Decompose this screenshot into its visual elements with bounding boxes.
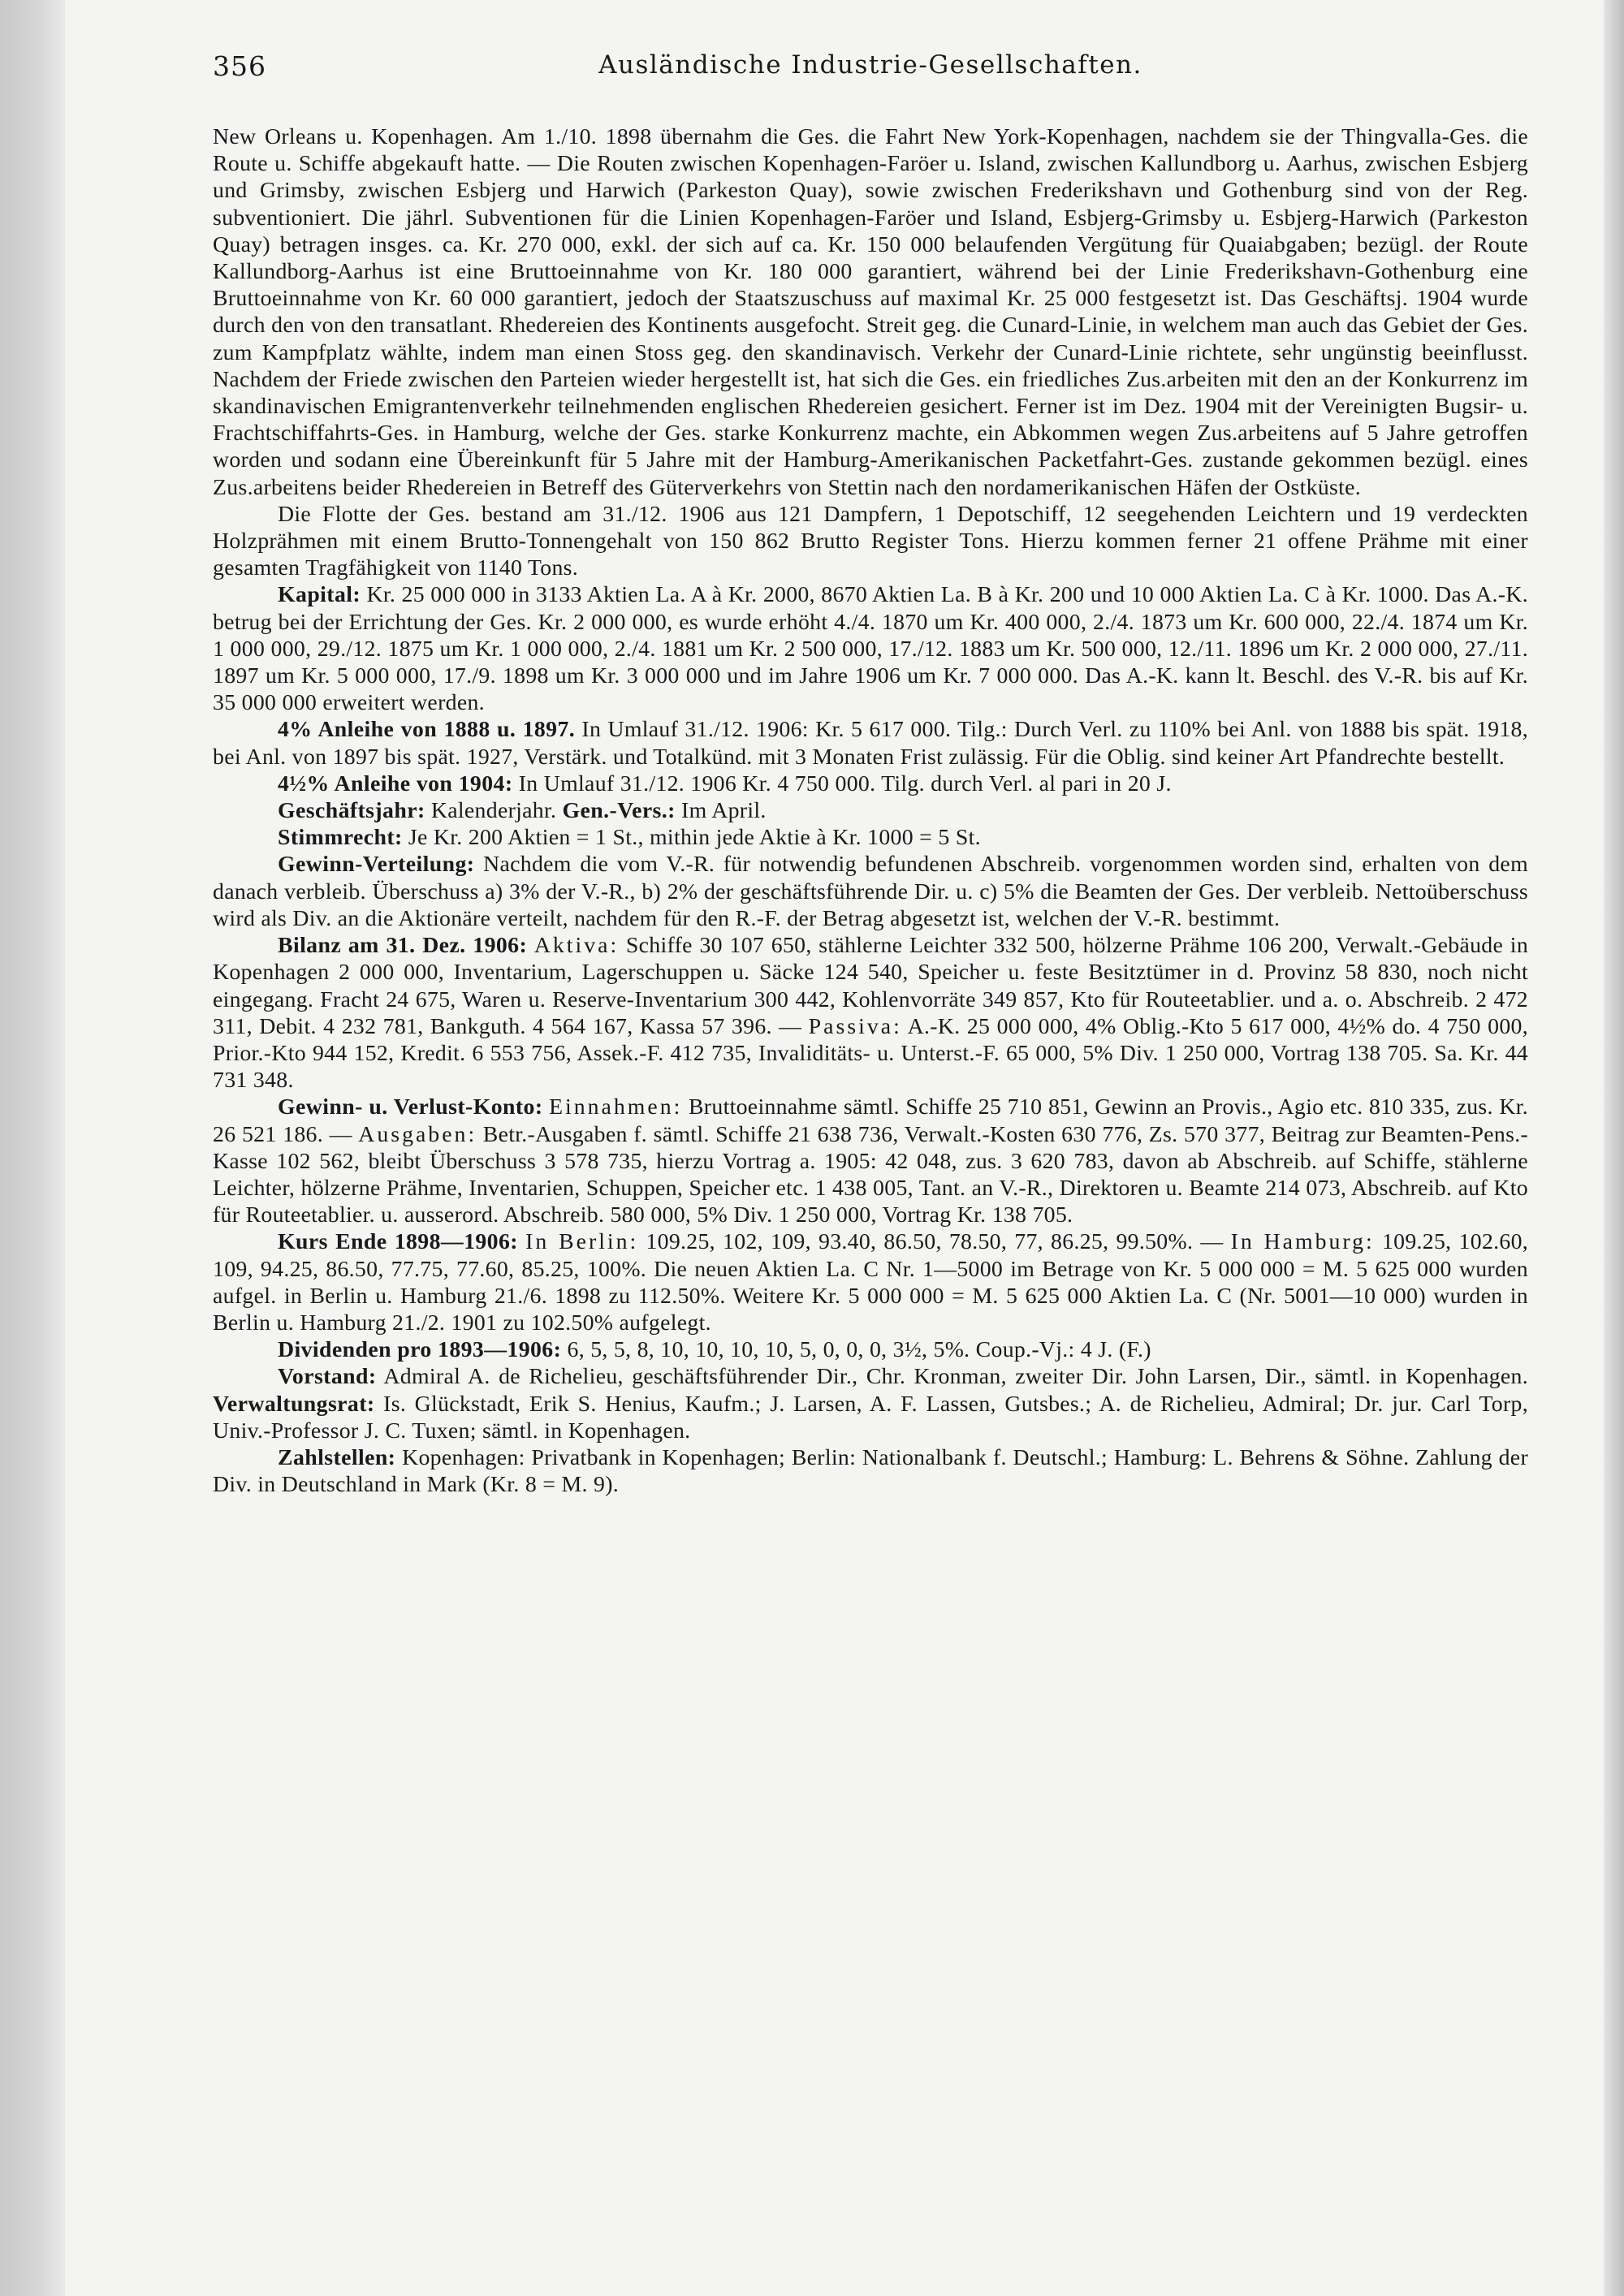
section-stimmrecht	[213, 824, 1528, 851]
section-dividenden	[213, 1336, 1528, 1363]
section-label: Kurs Ende 1898—1906:	[278, 1229, 518, 1255]
section-zahlstellen	[213, 1444, 1528, 1498]
section-text: 109.25, 102.60, 109, 94.25, 86.50, 77.75, 77.60, 85.25, 100%. Die neuen Aktien La. C Nr. 1—5000 im Betrage von Kr. 5 000 000 = M. 5 625 000 wurden aufgel. in Berlin u. Hamburg 21./6. 1898 zu 112.50%. Weitere Kr. 5 000 000 = M. 5 625 000 Aktien La. C (Nr. 5001—10 000) wurden in Berlin u. Hamburg 21./2. 1901 zu 102.50% aufgelegt.	[213, 1229, 1529, 1336]
berlin-label: In Berlin:	[525, 1229, 639, 1255]
section-text: Admiral A. de Richelieu, geschäftsführender Dir., Chr. Kronman, zweiter Dir. John Larsen, Dir., sämtl. in Kopenhagen.	[383, 1364, 1528, 1390]
section-text: 109.25, 102, 109, 93.40, 86.50, 78.50, 77, 86.25, 99.50%. —	[646, 1229, 1224, 1255]
paragraph-fleet: Die Flotte der Ges. bestand am 31./12. 1906 aus 121 Dampfern, 1 Depotschiff, 12 seegehenden Leichtern und 19 verdeckten Holzprähmen mit einem Brutto-Tonnengehalt von 150 862 Brutto Register Tons. Hierzu kommen ferner 21 offene Prähme mit einer gesamten Tragfähigkeit von 1140 Tons.	[213, 501, 1528, 581]
section-text: In Umlauf 31./12. 1906: Kr. 5 617 000. Tilg.: Durch Verl. zu 110% bei Anl. von 1888 bis spät. 1918, bei Anl. von 1897 bis spät. 1927, Verstärk. und Totalkünd. mit 3 Monaten Frist zulässig. Für die Oblig. sind keiner Art Pfandrechte bestellt.	[213, 717, 1528, 770]
hamburg-label: In Hamburg:	[1230, 1229, 1375, 1255]
section-gewinn-verteilung	[213, 851, 1528, 932]
section-text: Im April.	[681, 798, 767, 824]
section-anleihe-1888	[213, 716, 1528, 770]
section-text: Kr. 25 000 000 in 3133 Aktien La. A à Kr. 2000, 8670 Aktien La. B à Kr. 200 und 10 000 Aktien La. C à Kr. 1000. Das A.-K. betrug bei der Errichtung der Ges. Kr. 2 000 000, es wurde erhöht 4./4. 1870 um Kr. 400 000, 2./4. 1873 um Kr. 600 000, 22./4. 1874 um Kr. 1 000 000, 29./12. 1875 um Kr. 1 000 000, 2./4. 1881 um Kr. 2 500 000, 17./12. 1883 um Kr. 500 000, 12./11. 1896 um Kr. 2 000 000, 27./11. 1897 um Kr. 5 000 000, 17./9. 1898 um Kr. 3 000 000 und im Jahre 1906 um Kr. 7 000 000. Das A.-K. kann lt. Beschl. des V.-R. bis auf Kr. 35 000 000 erweitert werden.	[213, 582, 1528, 716]
section-text: In Umlauf 31./12. 1906 Kr. 4 750 000. Tilg. durch Verl. al pari in 20 J.	[518, 770, 1172, 796]
section-label: Vorstand:	[278, 1364, 377, 1390]
section-text: A.-K. 25 000 000, 4% Oblig.-Kto 5 617 000, 4½% do. 4 750 000, Prior.-Kto 944 152, Kredit. 6 553 756, Assek.-F. 412 735, Invaliditäts- u. Unterst.-F. 65 000, 5% Div. 1 250 000, Vortrag 138 705. Sa. Kr. 44 731 348.	[213, 1013, 1528, 1094]
text-body	[213, 123, 1528, 1498]
page-header	[213, 50, 1528, 91]
section-label: Gewinn-Verteilung:	[278, 852, 475, 878]
section-label: Stimmrecht:	[278, 825, 403, 851]
section-text: Bruttoeinnahme sämtl. Schiffe 25 710 851, Gewinn an Provis., Agio etc. 810 335, zus. Kr. 26 521 186. —	[213, 1094, 1529, 1147]
running-title: Ausländische Industrie-Gesellschaften.	[598, 50, 1142, 80]
section-text: Nachdem die vom V.-R. für notwendig befundenen Abschreib. vorgenommen worden sind, erhalten von dem danach verbleib. Überschuss a) 3% der V.-R., b) 2% der geschäftsführende Dir. u. c) 5% die Beamten der Ges. Der verbleib. Nettoüberschuss wird als Div. an die Aktionäre verteilt, nachdem für den R.-F. der Betrag abgesetzt ist, welchen der V.-R. bestimmt.	[213, 852, 1528, 931]
section-label: Verwaltungsrat:	[213, 1391, 375, 1417]
section-label: Zahlstellen:	[278, 1444, 396, 1470]
scan-right-margin	[1604, 0, 1624, 2296]
paragraph-routes: New Orleans u. Kopenhagen. Am 1./10. 1898 übernahm die Ges. die Fahrt New York-Kopenhagen, nachdem sie der Thingvalla-Ges. die Route u. Schiffe abgekauft hatte. — Die Routen zwischen Kopenhagen-Faröer u. Island, zwischen Kallundborg u. Aarhus, zwischen Esbjerg und Grimsby, zwischen Esbjerg und Harwich (Parkeston Quay), sowie zwischen Frederikshavn und Gothenburg sind von der Reg. subventioniert. Die jährl. Subventionen für die Linien Kopenhagen-Faröer und Island, Esbjerg-Grimsby u. Esbjerg-Harwich (Parkeston Quay) betragen insges. ca. Kr. 270 000, exkl. der sich auf ca. Kr. 150 000 belaufenden Vergütung für Quaiabgaben; bezügl. der Route Kallundborg-Aarhus ist eine Bruttoeinnahme von Kr. 180 000 garantiert, während bei der Linie Frederikshavn-Gothenburg eine Bruttoeinnahme von Kr. 60 000 garantiert, jedoch der Staatszuschuss auf maximal Kr. 25 000 festgesetzt ist. Das Geschäftsj. 1904 wurde durch den von den transatlant. Rhedereien des Kontinents ausgefocht. Streit geg. die Cunard-Linie, in welchem man auch das Gebiet der Ges. zum Kampfplatz wählte, indem man einen Stoss geg. den skandinavisch. Verkehr der Cunard-Linie richtete, sehr ungünstig beeinflusst. Nachdem der Friede zwischen den Parteien wieder hergestellt ist, hat sich die Ges. ein friedliches Zus.arbeiten mit den an der Konkurrenz im skandinavischen Emigrantenverkehr teilnehmenden englischen Rhedereien gesichert. Ferner ist im Dez. 1904 mit der Vereinigten Bugsir- u. Frachtschiffahrts-Ges. in Hamburg, welche der Ges. starke Konkurrenz machte, ein Abkommen wegen Zus.arbeitens auf 5 Jahre getroffen worden und sodann eine Übereinkunft für 5 Jahre mit der Hamburg-Amerikanischen Packetfahrt-Ges. zustande gekommen bezügl. eines Zus.arbeitens beider Rhedereien in Betreff des Güterverkehrs von Stettin nach den nordamerikanischen Häfen der Ostküste.	[213, 124, 1528, 500]
page-number: 356	[213, 50, 266, 82]
einnahmen-label: Einnahmen:	[549, 1094, 683, 1120]
section-text: Schiffe 30 107 650, stählerne Leichter 332 500, hölzerne Prähme 106 200, Verwalt.-Gebäude in Kopenhagen 2 000 000, Inventarium, Lagerschuppen u. Säcke 124 540, Speicher u. feste Besitztümer in d. Provinz 58 830, noch nicht eingegang. Fracht 24 675, Waren u. Reserve-Inventarium 300 442, Kohlenvorräte 349 857, Kto für Routeetablier. und a. o. Abschreib. 2 472 311, Debit. 4 232 781, Bankguth. 4 564 167, Kassa 57 396. —	[213, 933, 1529, 1039]
passiva-label: Passiva:	[808, 1013, 902, 1039]
section-text: Je Kr. 200 Aktien = 1 St., mithin jede Aktie à Kr. 1000 = 5 St.	[408, 825, 981, 851]
section-label: 4½% Anleihe von 1904:	[278, 770, 513, 796]
section-label: 4% Anleihe von 1888 u. 1897.	[278, 717, 576, 743]
section-label: Gewinn- u. Verlust-Konto:	[278, 1094, 543, 1120]
section-label: Bilanz am 31. Dez. 1906:	[278, 933, 528, 959]
aktiva-label: Aktiva:	[533, 933, 620, 959]
ausgaben-label: Ausgaben:	[358, 1121, 477, 1147]
section-vorstand	[213, 1363, 1528, 1444]
section-text: Betr.-Ausgaben f. sämtl. Schiffe 21 638 736, Verwalt.-Kosten 630 776, Zs. 570 377, Beitrag zur Beamten-Pens.-Kasse 102 562, bleibt Überschuss 3 578 735, hierzu Vortrag a. 1905: 42 048, zus. 3 620 783, davon ab Abschreib. auf Schiffe, stählerne Leichter, hölzerne Prähme, Inventarien, Schuppen, Speicher etc. 1 438 005, Tant. an V.-R., Direktoren u. Beamte 214 073, Abschreib. auf Kto für Routeetablier. u. ausserord. Abschreib. 580 000, 5% Div. 1 250 000, Vortrag Kr. 138 705.	[213, 1121, 1529, 1228]
section-label: Geschäftsjahr:	[278, 798, 425, 824]
scan-left-margin	[0, 0, 65, 2296]
section-kapital	[213, 581, 1528, 716]
section-geschaeftsjahr	[213, 797, 1528, 824]
section-bilanz	[213, 932, 1528, 1094]
section-label: Gen.-Vers.:	[562, 798, 676, 824]
section-label: Kapital:	[278, 582, 361, 608]
section-label: Dividenden pro 1893—1906:	[278, 1337, 562, 1363]
section-gewinn-verlust	[213, 1094, 1528, 1228]
section-text: Kopenhagen: Privatbank in Kopenhagen; Berlin: Nationalbank f. Deutschl.; Hamburg: L. Behrens & Söhne. Zahlung der Div. in Deutschland in Mark (Kr. 8 = M. 9).	[213, 1444, 1528, 1498]
section-kurs	[213, 1228, 1528, 1336]
section-anleihe-1904	[213, 770, 1528, 797]
section-text: Is. Glückstadt, Erik S. Henius, Kaufm.; J. Larsen, A. F. Lassen, Gutsbes.; A. de Richelieu, Admiral; Dr. jur. Carl Torp, Univ.-Professor J. C. Tuxen; sämtl. in Kopenhagen.	[213, 1391, 1528, 1444]
section-text: 6, 5, 5, 8, 10, 10, 10, 10, 5, 0, 0, 0, 3½, 5%. Coup.-Vj.: 4 J. (F.)	[567, 1337, 1151, 1363]
section-text: Kalenderjahr.	[430, 798, 557, 824]
